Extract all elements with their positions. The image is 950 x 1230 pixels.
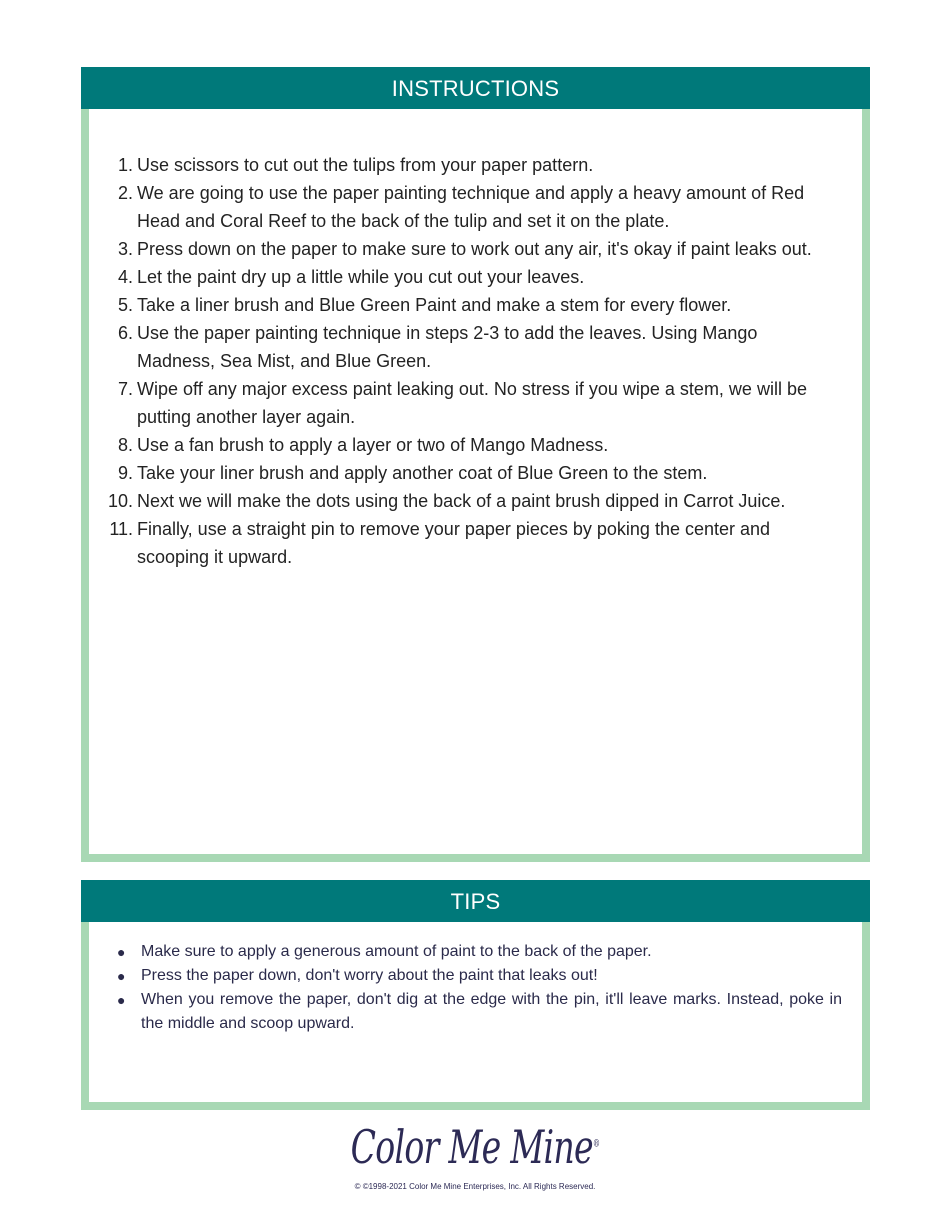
bullet-icon: ● <box>117 968 126 984</box>
step-text: We are going to use the paper painting technique and apply a heavy amount of Red Head and Coral Reef to the back of the tulip and set it on the plate. <box>137 183 805 231</box>
tips-list <box>89 922 862 1036</box>
step-number: 5. <box>117 295 133 315</box>
list-item <box>89 151 838 179</box>
list-item <box>89 291 838 319</box>
step-text: Use the paper painting technique in steps 2-3 to add the leaves. Using Mango Madness, Sea Mist, and Blue Green. <box>137 323 758 371</box>
copyright-text: © ©1998-2021 Color Me Mine Enterprises, Inc. All Rights Reserved. <box>354 1182 596 1191</box>
list-item <box>89 515 838 571</box>
instructions-list <box>89 109 862 571</box>
step-number: 11. <box>109 519 133 539</box>
step-text: Take your liner brush and apply another coat of Blue Green to the stem. <box>137 463 708 483</box>
step-text: Use scissors to cut out the tulips from your paper pattern. <box>137 155 594 175</box>
step-text: Next we will make the dots using the back of a paint brush dipped in Carrot Juice. <box>137 491 786 511</box>
list-item <box>89 319 838 375</box>
instructions-panel <box>81 67 870 862</box>
step-text: Take a liner brush and Blue Green Paint and make a stem for every flower. <box>137 295 732 315</box>
list-item <box>117 988 842 1036</box>
registered-mark: ® <box>592 1138 600 1150</box>
brand-logo <box>133 1120 817 1174</box>
step-number: 9. <box>117 463 133 483</box>
list-item <box>89 235 838 263</box>
list-item <box>89 375 838 431</box>
step-text: Let the paint dry up a little while you cut out your leaves. <box>137 267 585 287</box>
list-item <box>117 940 842 964</box>
step-number: 1. <box>117 155 133 175</box>
instructions-body <box>81 109 870 862</box>
logo-text: Color Me Mine <box>350 1120 593 1174</box>
step-number: 7. <box>117 379 133 399</box>
tip-text: Make sure to apply a generous amount of paint to the back of the paper. <box>141 943 652 960</box>
step-number: 3. <box>117 239 133 259</box>
step-number: 8. <box>117 435 133 455</box>
step-text: Press down on the paper to make sure to work out any air, it's okay if paint leaks out. <box>137 239 812 259</box>
step-text: Finally, use a straight pin to remove your paper pieces by poking the center and scooping it upward. <box>137 519 771 567</box>
tip-text: Press the paper down, don't worry about the paint that leaks out! <box>141 967 598 984</box>
list-item <box>89 431 838 459</box>
step-number: 6. <box>117 323 133 343</box>
step-number: 10. <box>107 491 133 511</box>
tips-panel <box>81 880 870 1110</box>
instructions-title: INSTRUCTIONS <box>81 67 870 109</box>
step-text: Wipe off any major excess paint leaking out. No stress if you wipe a stem, we will be putting another layer again. <box>137 379 807 427</box>
step-text: Use a fan brush to apply a layer or two of Mango Madness. <box>137 435 609 455</box>
list-item <box>89 487 838 515</box>
tips-body <box>81 922 870 1110</box>
tip-text: When you remove the paper, don't dig at the edge with the pin, it'll leave marks. Instead, poke in the middle and scoop upward. <box>141 991 842 1032</box>
list-item <box>89 179 838 235</box>
step-number: 4. <box>117 267 133 287</box>
list-item <box>117 964 842 988</box>
step-number: 2. <box>117 183 133 203</box>
tips-title: TIPS <box>81 880 870 922</box>
bullet-icon: ● <box>117 944 126 960</box>
list-item <box>89 263 838 291</box>
list-item <box>89 459 838 487</box>
bullet-icon: ● <box>117 992 126 1008</box>
